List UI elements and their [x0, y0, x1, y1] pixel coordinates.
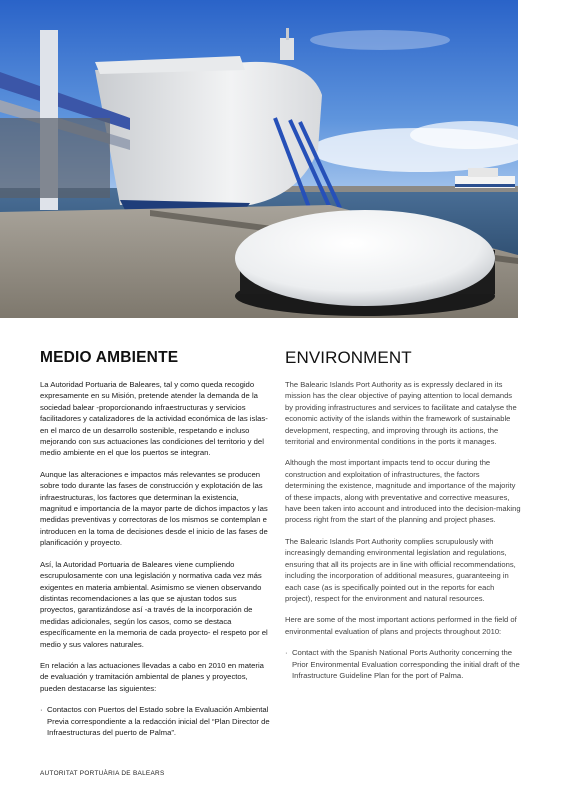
- paragraph-es: La Autoridad Portuaria de Baleares, tal y como queda recogido expresamente en su Misión, pretende atender la demanda de la sociedad balear -proporcionando infraestructuras y servicios facilitadores y catalizadores de la actividad económica de las islas- en el marco de un desarrollo sostenible, respetando e incluso mejorando con sus actuaciones las condiciones del territorio y del medio ambiente en el que los puertos se integran.: [40, 380, 268, 458]
- list-item: [40, 704, 272, 738]
- list-item: [285, 647, 521, 681]
- bullet-list-en: [285, 647, 521, 681]
- paragraph-es: En relación a las actuaciones llevadas a cabo en 2010 en materia de evaluación y tramitación ambiental de planes y proyectos, pueden destacarse las siguientes:: [40, 660, 264, 693]
- bollard: [235, 210, 495, 316]
- paragraph-es: Así, la Autoridad Portuaria de Baleares viene cumpliendo escrupulosamente con una legislación y normativa cada vez más exigentes en materia ambiental. Asimismo se vienen observando distintas recomendaciones a las que se ajustan todos sus proyectos, garantizándose así -a través de la incorporación de medidas adicionales, según los casos, como se destaca específicamente en la memoria de cada proyecto- el respeto por el medio y sus valores naturales.: [40, 559, 268, 649]
- paragraph-en: The Balearic Islands Port Authority as is expressly declared in its mission has the clear objective of paying attention to local demands by providing infrastructures and services to facilitate and catalyse the economic activity of the islands within the framework of sustainable development, respecting, and improving through its actions, the territorial and environmental conditions in the ports it manages.: [285, 380, 517, 447]
- bullet-list-es: [40, 704, 272, 738]
- paragraph-en: The Balearic Islands Port Authority complies scrupulously with increasingly demanding environmental legislation and regulations, ensuring that all its projects are in line with official recommendations, including the incorporation of additional measures, guaranteeing in each case (as is specifically pointed out in the reports for each project), respect for the environment and natural resources.: [285, 536, 516, 603]
- paragraph-es: Aunque las alteraciones e impactos más relevantes se producen sobre todo durante las fases de construcción y explotación de las infraestructuras, los factores que determinan la existencia, magnitud e importancia de la mayor parte de dichos impactos y las medidas preventivas y correctoras de los mismos se contemplan e introducen en la toma de decisiones desde el inicio de las fases de planificación y proyecto.: [40, 469, 268, 548]
- list-item-text: Contact with the Spanish National Ports Authority concerning the Prior Environmental Evaluation corresponding the initial draft of the Infrastructure Guideline Plan for the port of Palma.: [292, 648, 520, 680]
- section-title-en: ENVIRONMENT: [285, 348, 412, 367]
- paragraph-en: Here are some of the most important actions performed in the field of environmental evaluation of plans and projects throughout 2010:: [285, 615, 517, 636]
- paragraph-en: Although the most important impacts tend to occur during the construction and exploitation of infrastructures, the factors determining the existence, magnitude and importance of the majority of these impacts, along with preventative and corrective measures, have been taken into account and introduced into the decision-making process right from the start of the planning and project phases.: [285, 458, 521, 525]
- section-title-es: MEDIO AMBIENTE: [40, 349, 179, 366]
- header-photo: [0, 0, 518, 318]
- page-footer: AUTORITAT PORTUÀRIA DE BALEARS: [40, 770, 165, 777]
- spanish-column: [40, 346, 272, 738]
- bullet-dot: ·: [285, 648, 288, 658]
- cloud: [310, 30, 450, 50]
- bullet-dot: ·: [40, 705, 43, 715]
- english-column: [285, 346, 521, 681]
- list-item-text: Contactos con Puertos del Estado sobre la Evaluación Ambiental Previa correspondiente a la redacción inicial del “Plan Director de Infraestructuras del puerto de Palma”.: [47, 705, 270, 737]
